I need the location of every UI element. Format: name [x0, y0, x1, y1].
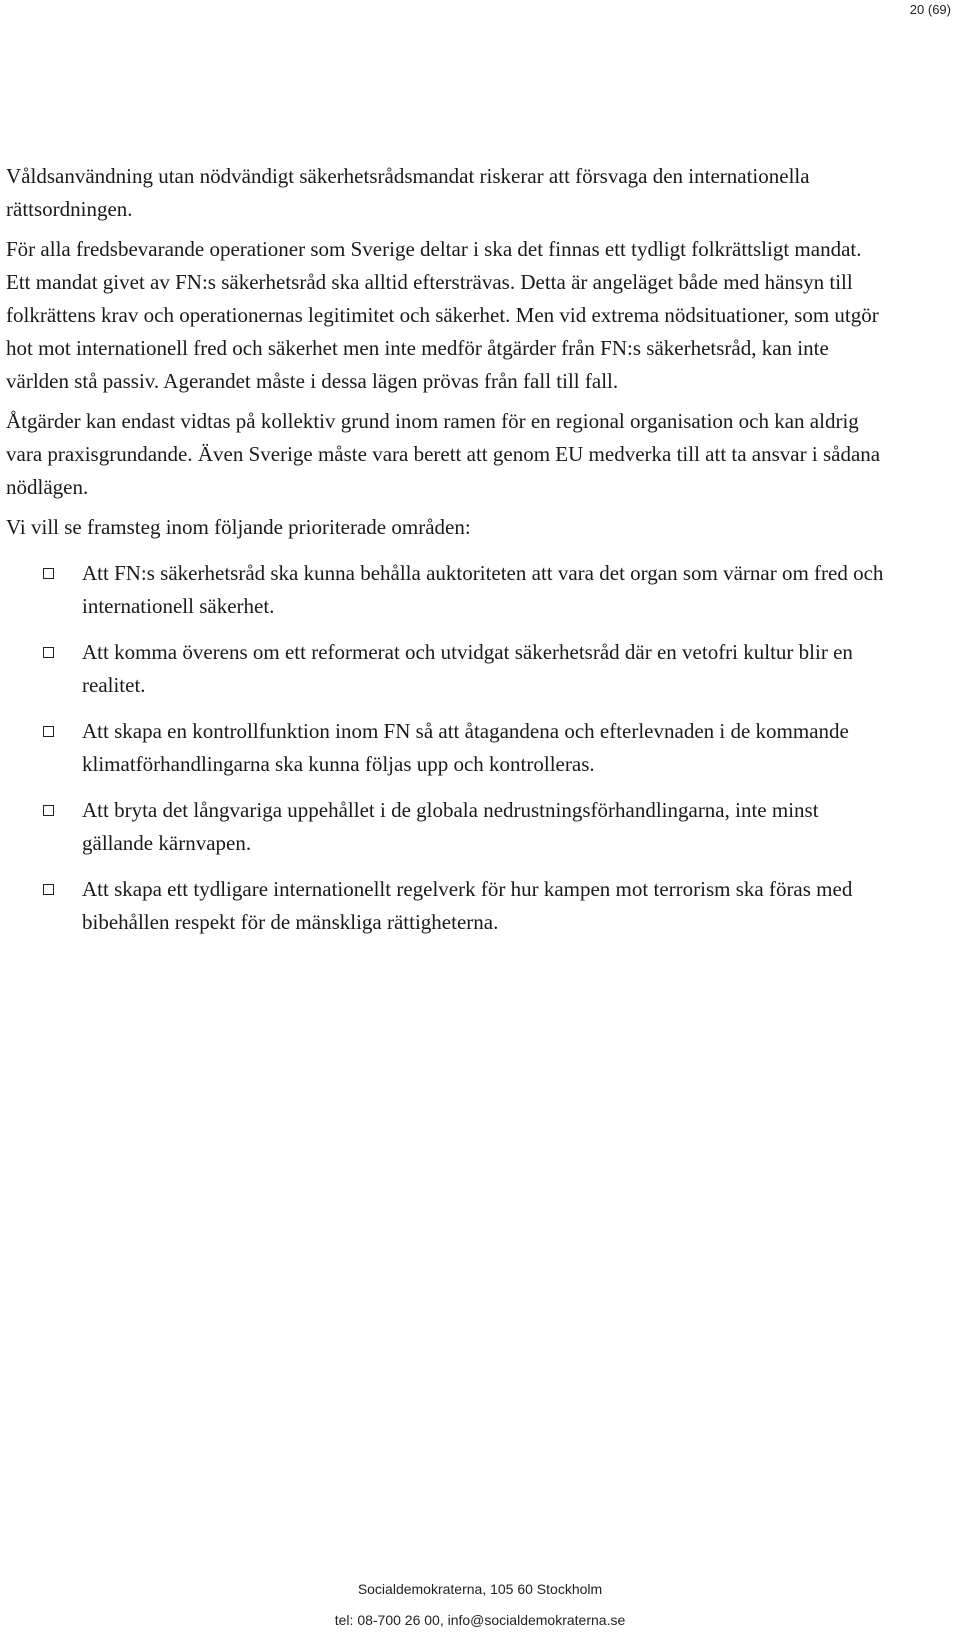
- list-item-text: Att skapa en kontrollfunktion inom FN så att åtagandena och efterlevnaden i de kommande klimatförhandlingarna ska kunna följas upp och kontrolleras.: [82, 719, 849, 776]
- list-item-text: Att FN:s säkerhetsråd ska kunna behålla auktoriteten att vara det organ som värnar om fred och internationell säkerhet.: [82, 561, 884, 618]
- list-item: [6, 873, 886, 939]
- square-bullet-icon: [43, 726, 54, 737]
- square-bullet-icon: [43, 884, 54, 895]
- list-item: [6, 794, 886, 860]
- footer-contact: tel: 08-700 26 00, info@socialdemokraterna.se: [334, 1612, 626, 1628]
- paragraph-1: Våldsanvändning utan nödvändigt säkerhetsrådsmandat riskerar att försvaga den internationella rättsordningen.: [6, 164, 810, 221]
- square-bullet-icon: [43, 647, 54, 658]
- priority-list: [6, 557, 886, 939]
- paragraph-4: Vi vill se framsteg inom följande prioriterade områden:: [6, 515, 471, 539]
- square-bullet-icon: [43, 805, 54, 816]
- list-item: [6, 715, 886, 781]
- document-body: [6, 160, 886, 952]
- list-item: [6, 636, 886, 702]
- page-number: 20 (69): [909, 2, 951, 17]
- square-bullet-icon: [43, 568, 54, 579]
- list-item-text: Att komma överens om ett reformerat och utvidgat säkerhetsråd där en vetofri kultur blir en realitet.: [82, 640, 853, 697]
- paragraph-2: För alla fredsbevarande operationer som Sverige deltar i ska det finnas ett tydligt folkrättsligt mandat. Ett mandat givet av FN:s säkerhetsråd ska alltid eftersträvas. Detta är angeläget både med hänsyn till folkrättens krav och operationernas legitimitet och säkerhet. Men vid extrema nödsituationer, som utgör hot mot internationell fred och säkerhet men inte medför åtgärder från FN:s säkerhetsråd, kan inte världen stå passiv. Agerandet måste i dessa lägen prövas från fall till fall.: [6, 237, 879, 393]
- list-item: [6, 557, 886, 623]
- list-item-text: Att skapa ett tydligare internationellt regelverk för hur kampen mot terrorism ska föras med bibehållen respekt för de mänskliga rättigheterna.: [82, 877, 853, 934]
- paragraph-3: Åtgärder kan endast vidtas på kollektiv grund inom ramen för en regional organisation och kan aldrig vara praxisgrundande. Även Sverige måste vara berett att genom EU medverka till att ta ansvar i sådana nödlägen.: [6, 409, 881, 499]
- footer-address: Socialdemokraterna, 105 60 Stockholm: [357, 1581, 603, 1597]
- list-item-text: Att bryta det långvariga uppehållet i de globala nedrustningsförhandlingarna, inte minst gällande kärnvapen.: [82, 798, 819, 855]
